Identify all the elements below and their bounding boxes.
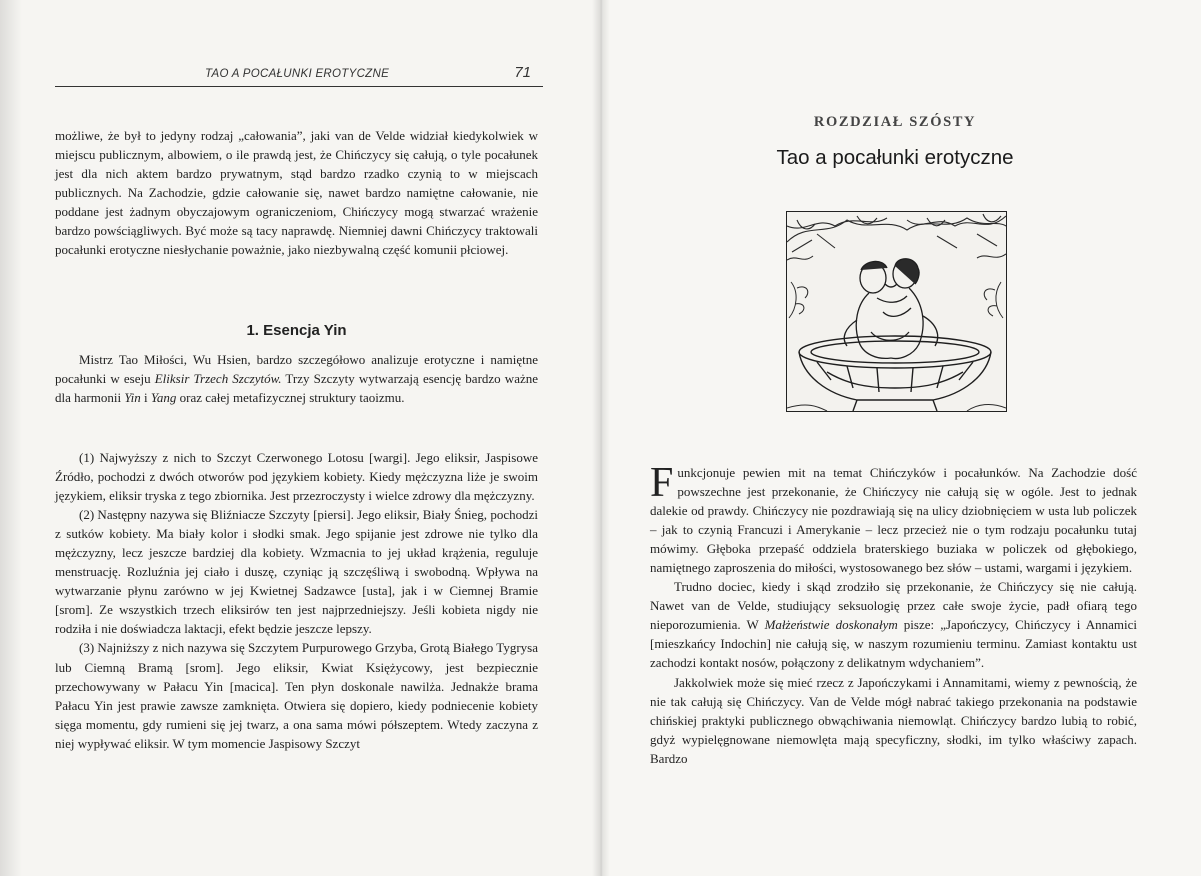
right-page bbox=[600, 0, 1201, 876]
paragraph-text bbox=[650, 577, 1137, 672]
running-title: TAO A POCAŁUNKI EROTYCZNE bbox=[205, 68, 390, 80]
running-header bbox=[55, 62, 543, 87]
text-run: unkcjonuje pewien mit na temat Chińczyków i pocałunków. Na Zachodzie dość powszechne jest przekonanie, że Chińczycy nie całują się w ogóle. Jest to jednak dalekie od prawdy. Chińczycy nie pozdrawiają się na ulicy dziobnięciem w usta lub policzek – jak to czynią Francuzi i Amerykanie – lecz przecież nie o tym rodzaju pocałunku tutaj mówimy. Głęboka przepaść oddziela braterskiego buziaka w policzek od głębokiego, namiętnego zaproszenia do miłości, wystosowanego bez słów – ustami, wargami i językiem. bbox=[650, 465, 1137, 576]
work-title: Eliksir Trzech Szczytów. bbox=[154, 371, 282, 387]
numbered-list bbox=[55, 448, 538, 753]
page-number: 71 bbox=[514, 64, 531, 81]
chapter-illustration bbox=[786, 211, 1007, 412]
list-item: (1) Najwyższy z nich to Szczyt Czerwonego Lotosu [wargi]. Jego eliksir, Jaspisowe Źródło, pochodzi z dwóch otworów pod językiem kobiety. Kiedy mężczyzna liże je swoim językiem, eliksir tryska z tego zbiornika. Jest przezroczysty i wielce zdrowy dla mężczyzny. bbox=[55, 450, 538, 504]
text-run: Trudno dociec, kiedy i skąd zrodziło się przekonanie, że Chińczycy się nie całują. Nawet van de Velde, studiujący seksuologię przez całe swoje życie, padł ofiarą tego nieporozumienia. W bbox=[650, 579, 1137, 633]
text-run: pisze: „Japończycy, Chińczycy i Annamici [mieszkańcy Indochin] nie całują się, w naszym rozumieniu terminu. Zamiast kontaktu ust zachodzi kontakt nosów, połączony z delikatnym wdychaniem”. bbox=[650, 617, 1137, 671]
book-gutter bbox=[592, 0, 610, 876]
intro-paragraph bbox=[55, 126, 538, 259]
section-paragraph bbox=[55, 350, 538, 407]
chapter-title: Tao a pocałunki erotyczne bbox=[776, 146, 1014, 169]
chapter-text bbox=[650, 460, 1137, 768]
bathtub bbox=[799, 336, 991, 411]
chapter-label: ROZDZIAŁ SZÓSTY bbox=[813, 114, 977, 130]
figures bbox=[844, 259, 937, 359]
text-run: i bbox=[140, 390, 151, 406]
opening-paragraph bbox=[650, 460, 1137, 577]
paragraph-text: Jakkolwiek może się mieć rzecz z Japończykami i Annamitami, wiemy z pewnością, że nie tak całują się Chińczycy. Van de Velde mógł nabrać takiego przekonania na podstawie chińskiej praktyki publicznego obwąchiwania niemowląt. Chińczycy bardzo lubią to robić, gdyż wypielęgnowane niemowlęta mają specyficzny, słodki, im tylko właściwy zapach. Bardzo bbox=[650, 674, 1137, 766]
text-run: Trzy Szczyty wytwarzają esencję bardzo ważne dla harmonii bbox=[55, 371, 538, 406]
illustration-drawing bbox=[787, 212, 1006, 411]
page-edge-shadow bbox=[0, 0, 22, 876]
section-heading: 1. Esencja Yin bbox=[246, 322, 347, 339]
term-yang: Yang bbox=[150, 390, 177, 406]
foliage bbox=[787, 214, 1006, 260]
list-item: (2) Następny nazywa się Bliźniacze Szczyty [piersi]. Jego eliksir, Biały Śnieg, pochodzi z sutków kobiety. Ma biały kolor i słodki smak. Jego spijanie jest zdrowe nie tylko dla mężczyzny, lecz jeszcze bardziej dla kobiety. Wzmacnia to jej układ krążenia, reguluje menstruację. Rozluźnia jej ciało i duszę, czyniąc ją szczęśliwą i swobodną. Wpływa na wytwarzanie płynu zarówno w jej Kwietnej Sadzawce [usta], jak i w Ciemnej Bramie [srom]. Ze wszystkich trzech eliksirów ten jest najprzedniejszy. Jeśli kobieta nigdy nie rodziła i nie doświadcza laktacji, efekt będzie jeszcze lepszy. bbox=[55, 507, 538, 637]
paragraph-text: możliwe, że był to jedyny rodzaj „całowania”, jaki van de Velde widział kiedykolwiek w miejscu publicznym, albowiem, o ile prawdą jest, że Chińczycy się całują, o tyle pocałunek jest dla nich aktem bardzo prywatnym, stąd bardzo rzadko czynią to w miejscach publicznych. Na Zachodzie, gdzie całowanie się, nawet bardzo namiętne całowanie, nie poddane jest żadnym obyczajowym ograniczeniom, Chińczycy mogą stwarzać wrażenie bardzo powściągliwych. Być może są tacy naprawdę. Niemniej dawni Chińczycy traktowali pocałunki erotyczne niesłychanie poważnie, jako niezbywalną część komunii płciowej. bbox=[55, 128, 538, 258]
text-run: oraz całej metafizycznej struktury taoizmu. bbox=[176, 390, 405, 406]
work-title: Małżeństwie doskonałym bbox=[764, 617, 898, 633]
left-page bbox=[0, 0, 600, 876]
term-yin: Yin bbox=[124, 390, 141, 406]
drop-cap: F bbox=[650, 460, 674, 506]
paragraph-text bbox=[55, 350, 538, 407]
list-item: (3) Najniższy z nich nazywa się Szczytem Purpurowego Grzyba, Grotą Białego Tygrysa lub Ciemną Bramą [srom]. Jego eliksir, Kwiat Księżycowy, jest bezpiecznie przechowywany w Pałacu Yin [macica]. Ten płyn doskonale nawilża. Jednakże brama Pałacu Yin jest prawie zawsze zamknięta. Otwiera się dopiero, kiedy podniecenie kobiety sięga momentu, gdy rumieni się jej twarz, a ona sama mówi półszeptem. Wtedy zaczyna z niej wypływać eliksir. W tym momencie Jaspisowy Szczyt bbox=[55, 640, 538, 751]
text-run: Mistrz Tao Miłości, Wu Hsien, bardzo szczegółowo analizuje erotyczne i namiętne pocałunki w eseju bbox=[55, 352, 538, 387]
